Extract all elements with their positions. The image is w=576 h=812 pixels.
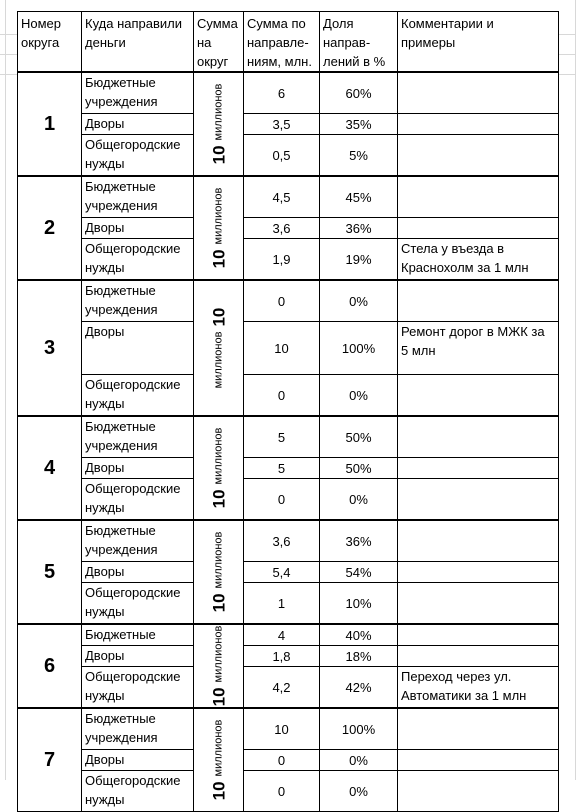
district-total: [194, 624, 244, 708]
district-number: 3: [18, 280, 82, 416]
comment-cell: [398, 771, 559, 812]
district-total: [194, 72, 244, 176]
share-cell: 0%: [320, 750, 398, 771]
total-amount: 10: [209, 593, 228, 613]
total-unit: миллионов: [212, 625, 224, 683]
comment-cell: [398, 624, 559, 646]
table-row: [18, 416, 559, 458]
share-cell: 0%: [320, 771, 398, 812]
table-row: [18, 646, 559, 667]
total-unit: миллионов: [212, 187, 224, 245]
share-cell: 45%: [320, 176, 398, 218]
header-share: Доля направ- лений в %: [320, 12, 398, 73]
destination-cell: Бюджетные учреждения: [82, 520, 194, 562]
share-cell: 100%: [320, 708, 398, 750]
sum-cell: 3,5: [244, 114, 320, 135]
district-total: [194, 520, 244, 624]
table-row: [18, 458, 559, 479]
comment-cell: [398, 375, 559, 417]
table-row: [18, 280, 559, 322]
table-row: [18, 708, 559, 750]
sum-cell: 5: [244, 458, 320, 479]
header-sum: Сумма по направле- ниям, млн.: [244, 12, 320, 73]
share-cell: 54%: [320, 562, 398, 583]
table-row: [18, 72, 559, 114]
district-total: [194, 708, 244, 812]
share-cell: 100%: [320, 322, 398, 375]
destination-cell: Бюджетные учреждения: [82, 176, 194, 218]
header-row: [18, 12, 559, 73]
district-number: 5: [18, 520, 82, 624]
sum-cell: 0: [244, 479, 320, 521]
comment-cell: Переход через ул. Автоматики за 1 млн: [398, 667, 559, 709]
sheet-gridline: [5, 0, 6, 780]
share-cell: 40%: [320, 624, 398, 646]
total-unit: миллионов: [212, 331, 224, 389]
comment-cell: [398, 72, 559, 114]
share-cell: 36%: [320, 218, 398, 239]
destination-cell: Общегородские нужды: [82, 135, 194, 177]
destination-cell: Бюджетные учреждения: [82, 72, 194, 114]
sum-cell: 4,2: [244, 667, 320, 709]
header-comment: Комментарии и примеры: [398, 12, 559, 73]
destination-cell: Общегородские нужды: [82, 771, 194, 812]
destination-cell: Дворы: [82, 562, 194, 583]
total-label: [209, 188, 228, 269]
table-row: [18, 750, 559, 771]
total-unit: миллионов: [212, 427, 224, 485]
share-cell: 50%: [320, 458, 398, 479]
share-cell: 19%: [320, 239, 398, 281]
destination-cell: Бюджетные учреждения: [82, 280, 194, 322]
sum-cell: 3,6: [244, 218, 320, 239]
sum-cell: 0: [244, 375, 320, 417]
destination-cell: Общегородские нужды: [82, 239, 194, 281]
sum-cell: 4: [244, 624, 320, 646]
total-unit: миллионов: [212, 83, 224, 141]
sum-cell: 0: [244, 750, 320, 771]
share-cell: 50%: [320, 416, 398, 458]
destination-cell: Бюджетные учреждения: [82, 416, 194, 458]
share-cell: 42%: [320, 667, 398, 709]
total-amount: 10: [209, 489, 228, 509]
comment-cell: [398, 562, 559, 583]
header-destination: Куда направили деньги: [82, 12, 194, 73]
total-amount: 10: [209, 145, 228, 165]
header-total: Сумма на округ: [194, 12, 244, 73]
share-cell: 10%: [320, 583, 398, 625]
sum-cell: 10: [244, 322, 320, 375]
share-cell: 0%: [320, 280, 398, 322]
table-row: [18, 218, 559, 239]
table-row: [18, 135, 559, 177]
share-cell: 35%: [320, 114, 398, 135]
comment-cell: [398, 280, 559, 322]
district-number: 2: [18, 176, 82, 280]
total-label: [209, 532, 228, 613]
sum-cell: 10: [244, 708, 320, 750]
total-label: [209, 720, 228, 801]
total-label: [209, 626, 228, 707]
total-amount: 10: [209, 781, 228, 801]
share-cell: 0%: [320, 479, 398, 521]
district-total: [194, 280, 244, 416]
sum-cell: 0: [244, 280, 320, 322]
destination-cell: Общегородские нужды: [82, 479, 194, 521]
total-amount: 10: [209, 249, 228, 269]
district-number: 4: [18, 416, 82, 520]
comment-cell: [398, 114, 559, 135]
table-row: [18, 771, 559, 812]
comment-cell: [398, 416, 559, 458]
comment-cell: [398, 135, 559, 177]
table-row: [18, 114, 559, 135]
table-row: [18, 562, 559, 583]
comment-cell: [398, 479, 559, 521]
destination-cell: Общегородские нужды: [82, 375, 194, 417]
sum-cell: 1: [244, 583, 320, 625]
comment-cell: [398, 176, 559, 218]
destination-cell: Дворы: [82, 322, 194, 375]
total-unit: миллионов: [212, 719, 224, 777]
comment-cell: Стела у въезда в Краснохолм за 1 млн: [398, 239, 559, 281]
sum-cell: 5: [244, 416, 320, 458]
destination-cell: Общегородские нужды: [82, 667, 194, 709]
budget-table: [17, 11, 559, 812]
table-row: [18, 667, 559, 709]
table-row: [18, 583, 559, 625]
destination-cell: Дворы: [82, 750, 194, 771]
total-label: [209, 428, 228, 509]
destination-cell: Дворы: [82, 114, 194, 135]
sum-cell: 1,9: [244, 239, 320, 281]
total-label: [209, 84, 228, 165]
sum-cell: 0,5: [244, 135, 320, 177]
district-total: [194, 416, 244, 520]
comment-cell: [398, 583, 559, 625]
destination-cell: Бюджетные: [82, 624, 194, 646]
sum-cell: 5,4: [244, 562, 320, 583]
comment-cell: [398, 520, 559, 562]
total-label: [209, 308, 228, 389]
sum-cell: 1,8: [244, 646, 320, 667]
comment-cell: [398, 646, 559, 667]
destination-cell: Дворы: [82, 458, 194, 479]
destination-cell: Дворы: [82, 646, 194, 667]
district-number: 6: [18, 624, 82, 708]
comment-cell: [398, 218, 559, 239]
total-amount: 10: [209, 307, 228, 327]
table-row: [18, 322, 559, 375]
sum-cell: 6: [244, 72, 320, 114]
table-row: [18, 375, 559, 417]
table-row: [18, 520, 559, 562]
sum-cell: 0: [244, 771, 320, 812]
comment-cell: [398, 750, 559, 771]
comment-cell: [398, 458, 559, 479]
table-row: [18, 176, 559, 218]
destination-cell: Дворы: [82, 218, 194, 239]
share-cell: 5%: [320, 135, 398, 177]
comment-cell: Ремонт дорог в МЖК за 5 млн: [398, 322, 559, 375]
total-unit: миллионов: [212, 531, 224, 589]
table-row: [18, 239, 559, 281]
district-number: 7: [18, 708, 82, 812]
destination-cell: Бюджетные учреждения: [82, 708, 194, 750]
comment-cell: [398, 708, 559, 750]
sum-cell: 3,6: [244, 520, 320, 562]
total-amount: 10: [209, 687, 228, 707]
sum-cell: 4,5: [244, 176, 320, 218]
share-cell: 0%: [320, 375, 398, 417]
table-row: [18, 624, 559, 646]
share-cell: 60%: [320, 72, 398, 114]
table-row: [18, 479, 559, 521]
district-number: 1: [18, 72, 82, 176]
destination-cell: Общегородские нужды: [82, 583, 194, 625]
header-district: Номер округа: [18, 12, 82, 73]
district-total: [194, 176, 244, 280]
share-cell: 36%: [320, 520, 398, 562]
share-cell: 18%: [320, 646, 398, 667]
